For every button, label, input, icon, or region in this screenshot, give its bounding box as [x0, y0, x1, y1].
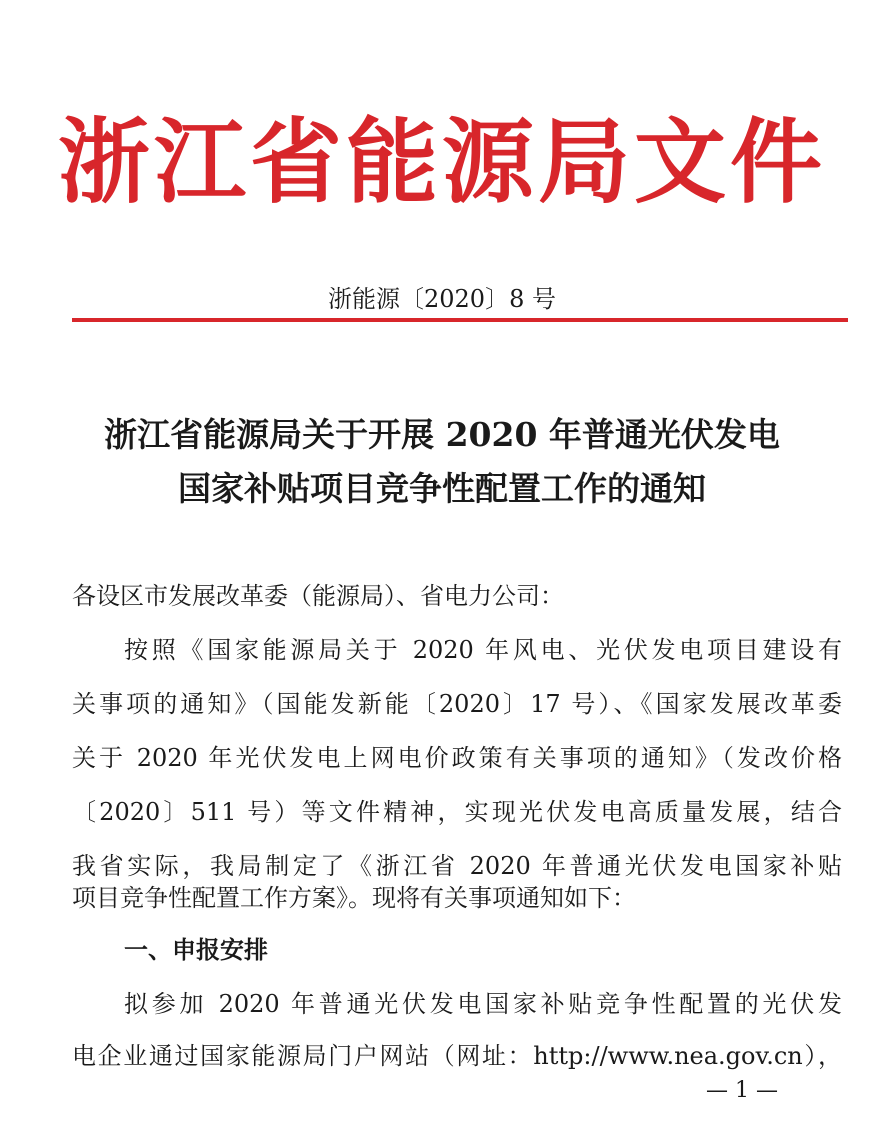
paragraph-line: 关于 2020 年光伏发电上网电价政策有关事项的通知》（发改价格 [72, 744, 842, 772]
paragraph-line: 电企业通过国家能源局门户网站（网址：http://www.nea.gov.cn）， [72, 1042, 842, 1070]
paragraph-line: 项目竞争性配置工作方案》。现将有关事项通知如下： [72, 884, 636, 912]
paragraph-line: 拟参加 2020 年普通光伏发电国家补贴竞争性配置的光伏发 [124, 990, 842, 1018]
paragraph-line: 关事项的通知》（国能发新能〔2020〕17 号）、《国家发展改革委 [72, 690, 842, 718]
paragraph-line: 按照《国家能源局关于 2020 年风电、光伏发电项目建设有 [124, 636, 842, 664]
masthead-title: 浙江省能源局文件 [57, 109, 826, 216]
addressee-line: 各设区市发展改革委（能源局）、省电力公司： [72, 582, 564, 610]
section-heading: 一、申报安排 [124, 936, 268, 964]
red-divider-line [72, 318, 848, 322]
page-number: — 1 — [706, 1078, 778, 1103]
paragraph-line: 〔2020〕511 号）等文件精神，实现光伏发电高质量发展，结合 [72, 798, 842, 826]
document-number: 浙能源〔2020〕8 号 [328, 285, 556, 313]
notice-title-line-1: 浙江省能源局关于开展 2020 年普通光伏发电 [104, 415, 780, 454]
paragraph-line: 我省实际，我局制定了《浙江省 2020 年普通光伏发电国家补贴 [72, 852, 842, 880]
notice-title-line-2: 国家补贴项目竞争性配置工作的通知 [178, 469, 706, 508]
